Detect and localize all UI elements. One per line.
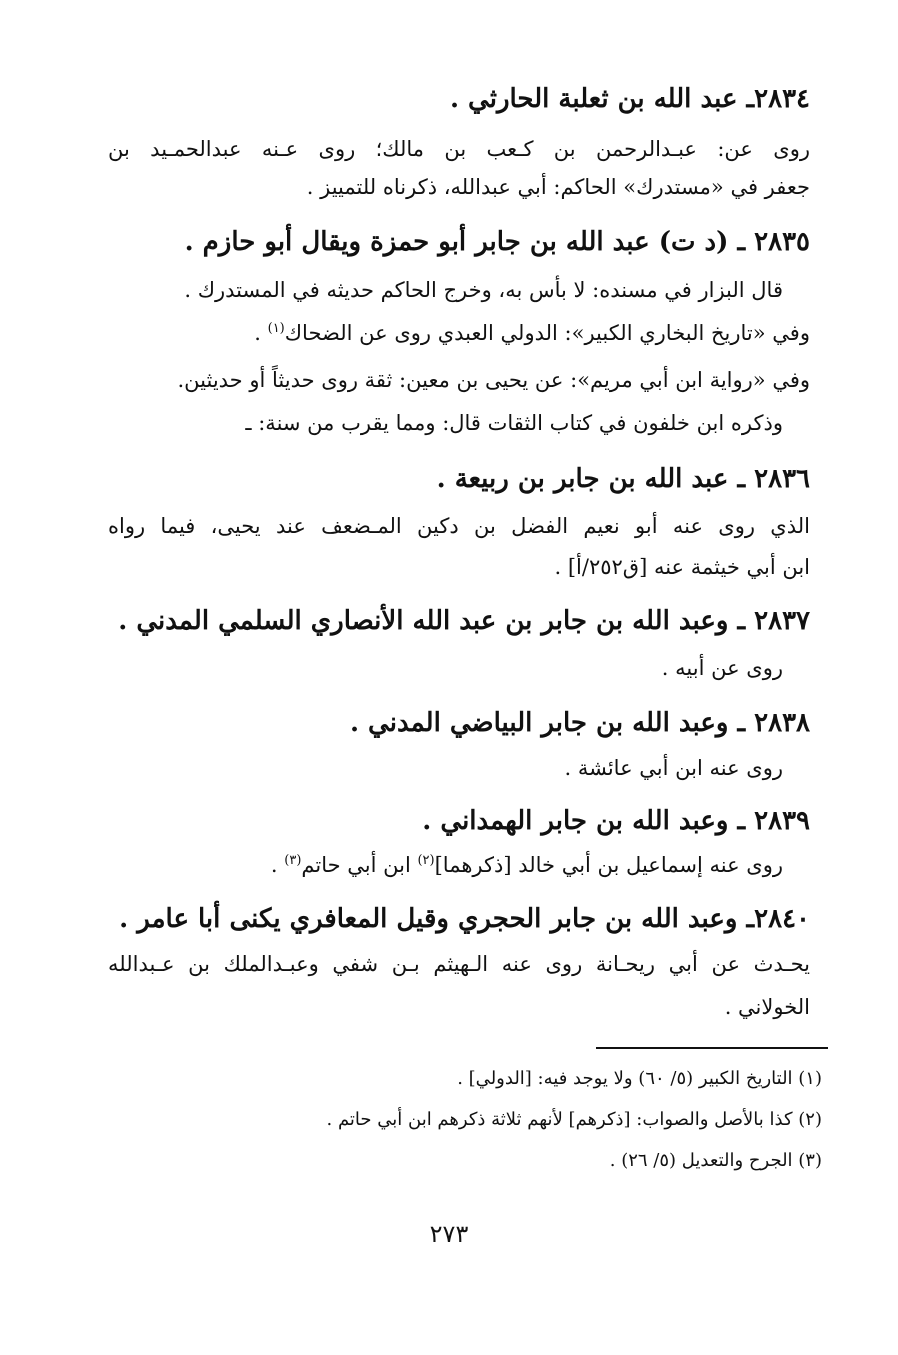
- entry-2835-line-2: وفي «تاريخ البخاري الكبير»: الدولي العبدي روى عن الضحاك$^{(١)}$ .: [254, 321, 810, 345]
- entry-2837-line-1: روى عن أبيه .: [661, 656, 783, 680]
- page-number: ٢٧٣: [429, 1220, 469, 1248]
- entry-2835-line-4: وذكره ابن خلفون في كتاب الثقات قال: ومما يقرب من سنة: ـ: [245, 411, 783, 435]
- entry-2840-line-2: الخولاني .: [724, 995, 810, 1019]
- footnote-3: (٣) الجرح والتعديل (٥/ ٢٦) .: [609, 1150, 822, 1171]
- entry-heading-2840: ٢٨٤٠ـ وعبد الله بن جابر الحجري وقيل المعافري يكنى أبا عامر .: [119, 904, 810, 934]
- entry-2834-line-2: جعفر في «مستدرك» الحاكم: أبي عبدالله، ذكرناه للتمييز .: [306, 175, 810, 199]
- entry-2838-line-1: روى عنه ابن أبي عائشة .: [564, 756, 783, 780]
- entry-heading-2839: ٢٨٣٩ ـ وعبد الله بن جابر الهمداني .: [422, 806, 810, 836]
- entry-heading-2836: ٢٨٣٦ ـ عبد الله بن جابر بن ربيعة .: [436, 464, 810, 494]
- entry-heading-2834: ٢٨٣٤ـ عبد الله بن ثعلبة الحارثي .: [449, 84, 810, 114]
- footnote-2: (٢) كذا بالأصل والصواب: [ذكرهم] لأنهم ثلاثة ذكرهم ابن أبي حاتم .: [326, 1109, 822, 1130]
- footnote-ref-1[interactable]: (١): [267, 321, 285, 336]
- entry-2839-line-1: روى عنه إسماعيل بن أبي خالد [ذكرهما]$^{(٢)}$ ابن أبي حاتم$^{(٣)}$ .: [270, 853, 783, 877]
- footnote-1: (١) التاريخ الكبير (٥/ ٦٠) ولا يوجد فيه: [الدولي] .: [457, 1068, 822, 1089]
- footnote-ref-3[interactable]: (٣): [284, 853, 302, 868]
- entry-heading-2838: ٢٨٣٨ ـ وعبد الله بن جابر البياضي المدني .: [349, 708, 810, 738]
- entry-heading-2835: ٢٨٣٥ ـ (د ت) عبد الله بن جابر أبو حمزة ويقال أبو حازم .: [184, 227, 810, 257]
- footnote-ref-2[interactable]: (٢): [417, 853, 435, 868]
- entry-2836-line-1: الذي روى عنه أبو نعيم الفضل بن دكين المـضعف عند يحيى، فيما رواه: [108, 514, 810, 538]
- entry-2840-line-1: يحـدث عن أبي ريحـانة روى عنه الـهيثم بـن شفي وعبـدالملك بن عـبدالله: [108, 952, 810, 976]
- entry-2835-line-3: وفي «رواية ابن أبي مريم»: عن يحيى بن معين: ثقة روى حديثاً أو حديثين.: [177, 368, 810, 392]
- entry-2835-line-1: قال البزار في مسنده: لا بأس به، وخرج الحاكم حديثه في المستدرك .: [184, 278, 783, 302]
- entry-heading-2837: ٢٨٣٧ ـ وعبد الله بن جابر بن عبد الله الأنصاري السلمي المدني .: [118, 606, 810, 636]
- entry-2834-line-1: روى عن: عبـدالرحمن بن كـعب بن مالك؛ روى عـنه عبدالحمـيد بن: [108, 137, 810, 161]
- footnote-separator: [596, 1047, 828, 1049]
- entry-2836-line-2: ابن أبي خيثمة عنه [ق٢٥٢/أ] .: [554, 555, 810, 579]
